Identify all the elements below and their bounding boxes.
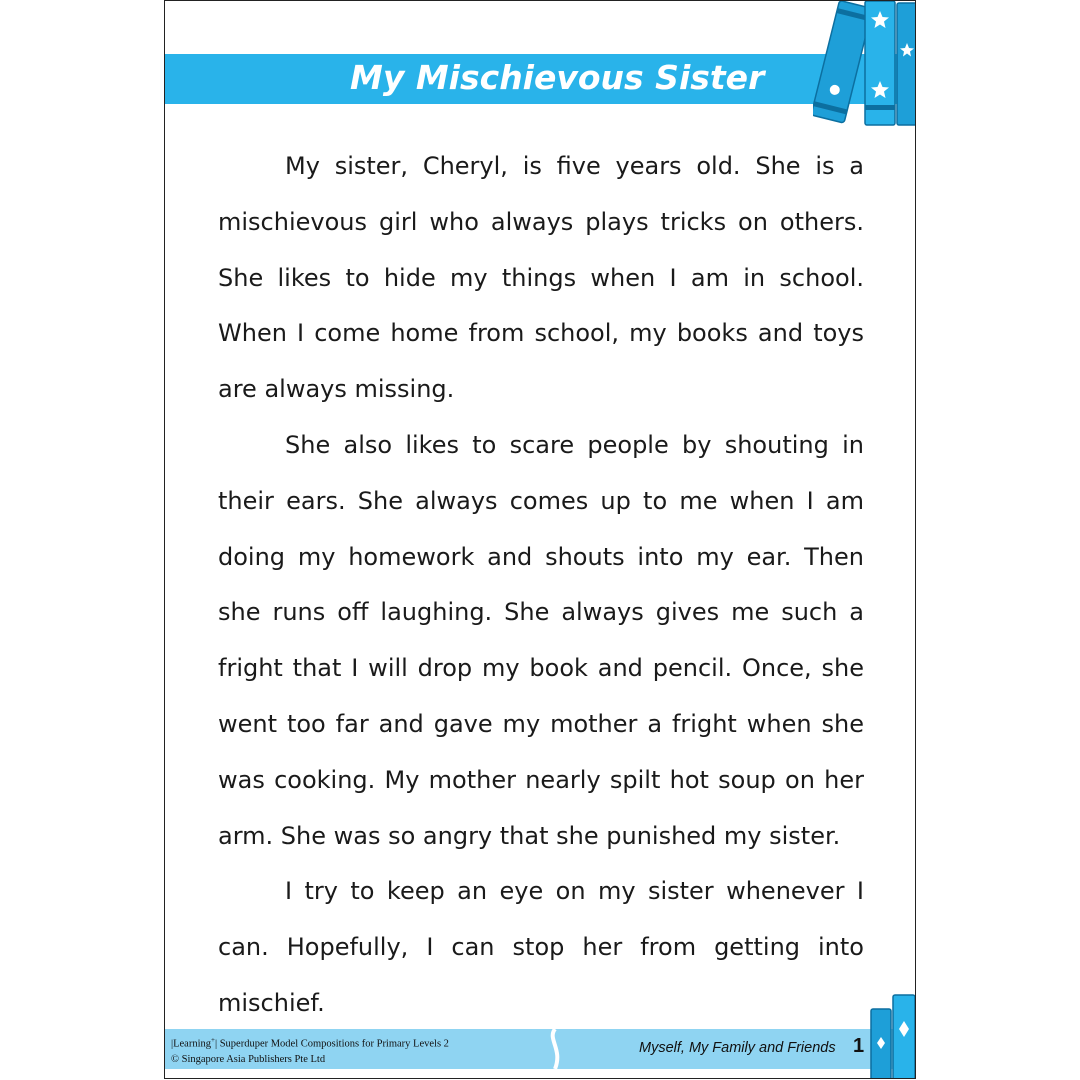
page-title: My Mischievous Sister bbox=[350, 58, 765, 97]
paragraph-2: She also likes to scare people by shouting in their ears. She always comes up to me when I am doing my homework and shouts into my ear. Then she runs off laughing. She always gives me such a fright that I will drop my book and pencil. Once, she went too far and gave my mother a fright when she was cooking. My mother nearly spilt hot soup on her arm. She was so angry that she punished my sister. bbox=[218, 430, 864, 850]
page-number: 1 bbox=[853, 1035, 865, 1057]
paragraph-1: My sister, Cheryl, is five years old. She is a mischievous girl who always plays tricks on others. She likes to hide my things when I am in school. When I come home from school, my books and toys are always missing. bbox=[218, 152, 864, 404]
footer-copyright: © Singapore Asia Publishers Pte Ltd bbox=[171, 1053, 326, 1065]
footer-book-title: | Superduper Model Compositions for Primary Levels 2 bbox=[214, 1038, 449, 1050]
books-bottom-decoration-icon bbox=[869, 991, 916, 1079]
footer-brand: |Learning bbox=[171, 1038, 212, 1050]
books-decoration-icon bbox=[813, 1, 916, 127]
footer-section-title: Myself, My Family and Friends bbox=[639, 1040, 836, 1056]
footer-wave-decoration bbox=[545, 1029, 565, 1069]
composition-body bbox=[218, 139, 864, 1032]
footer-publisher-info bbox=[171, 1033, 449, 1067]
worksheet-page bbox=[164, 0, 916, 1079]
paragraph-3: I try to keep an eye on my sister whenever I can. Hopefully, I can stop her from getting into mischief. bbox=[218, 877, 864, 1017]
footer-brand-sup: + bbox=[211, 1036, 215, 1044]
